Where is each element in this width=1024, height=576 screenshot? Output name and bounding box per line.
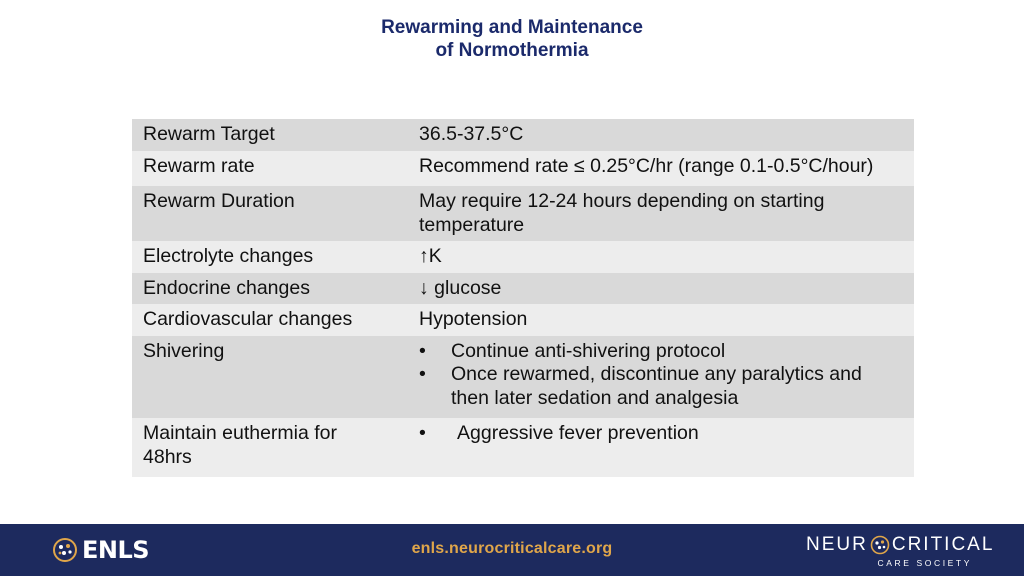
- bullet-list: [419, 422, 904, 446]
- ncs-logo-wordmark: [806, 534, 994, 556]
- table-row: [132, 418, 914, 477]
- row-value: ↑K: [398, 241, 914, 273]
- row-value: ↓ glucose: [398, 273, 914, 305]
- ncs-logo-right: CRITICAL: [891, 534, 995, 555]
- row-label: Cardiovascular changes: [132, 304, 398, 336]
- footer-bar: [0, 524, 1024, 576]
- brain-icon: [870, 535, 890, 555]
- row-value: Recommend rate ≤ 0.25°C/hr (range 0.1-0.5°C/hour): [398, 151, 914, 187]
- row-label: Shivering: [132, 336, 398, 419]
- bullet-glyph: •: [419, 339, 426, 362]
- table-row: [132, 336, 914, 419]
- slide-title-line-2: of Normothermia: [435, 40, 589, 61]
- row-label: Rewarm rate: [132, 151, 398, 187]
- row-value: 36.5-37.5°C: [398, 119, 914, 151]
- row-label: Rewarm Duration: [132, 186, 398, 241]
- bullet-text: Continue anti-shivering protocol: [451, 339, 726, 362]
- row-label: Rewarm Target: [132, 119, 398, 151]
- row-value: [398, 336, 914, 419]
- bullet-list: [419, 340, 904, 411]
- bullet-text: Once rewarmed, discontinue any paralytics and then later sedation and analgesia: [451, 363, 862, 409]
- row-value: [398, 418, 914, 477]
- table-row: [132, 151, 914, 187]
- rewarming-table: [132, 119, 914, 477]
- slide-title-line-1: Rewarming and Maintenance: [381, 17, 643, 38]
- row-value: May require 12-24 hours depending on starting temperature: [398, 186, 914, 241]
- footer-url: enls.neurocriticalcare.org: [411, 540, 613, 557]
- bullet-text: Aggressive fever prevention: [457, 422, 699, 444]
- slide-title: [0, 16, 1024, 62]
- ncs-logo-subtitle: CARE SOCIETY: [877, 558, 972, 568]
- list-item: [419, 363, 904, 410]
- ncs-logo-left: NEUR: [806, 534, 868, 555]
- table-row: [132, 119, 914, 151]
- enls-logo-text: ENLS: [82, 536, 150, 564]
- row-label: Maintain euthermia for 48hrs: [132, 418, 398, 477]
- row-label: Electrolyte changes: [132, 241, 398, 273]
- bullet-glyph: •: [419, 422, 426, 444]
- list-item: [419, 340, 904, 364]
- bullet-glyph: •: [419, 363, 426, 385]
- table-row: [132, 241, 914, 273]
- ncs-logo: [806, 534, 995, 568]
- row-label: Endocrine changes: [132, 273, 398, 305]
- table-row: [132, 186, 914, 241]
- table-row: [132, 273, 914, 305]
- row-value: Hypotension: [398, 304, 914, 336]
- list-item: [419, 422, 904, 446]
- table-row: [132, 304, 914, 336]
